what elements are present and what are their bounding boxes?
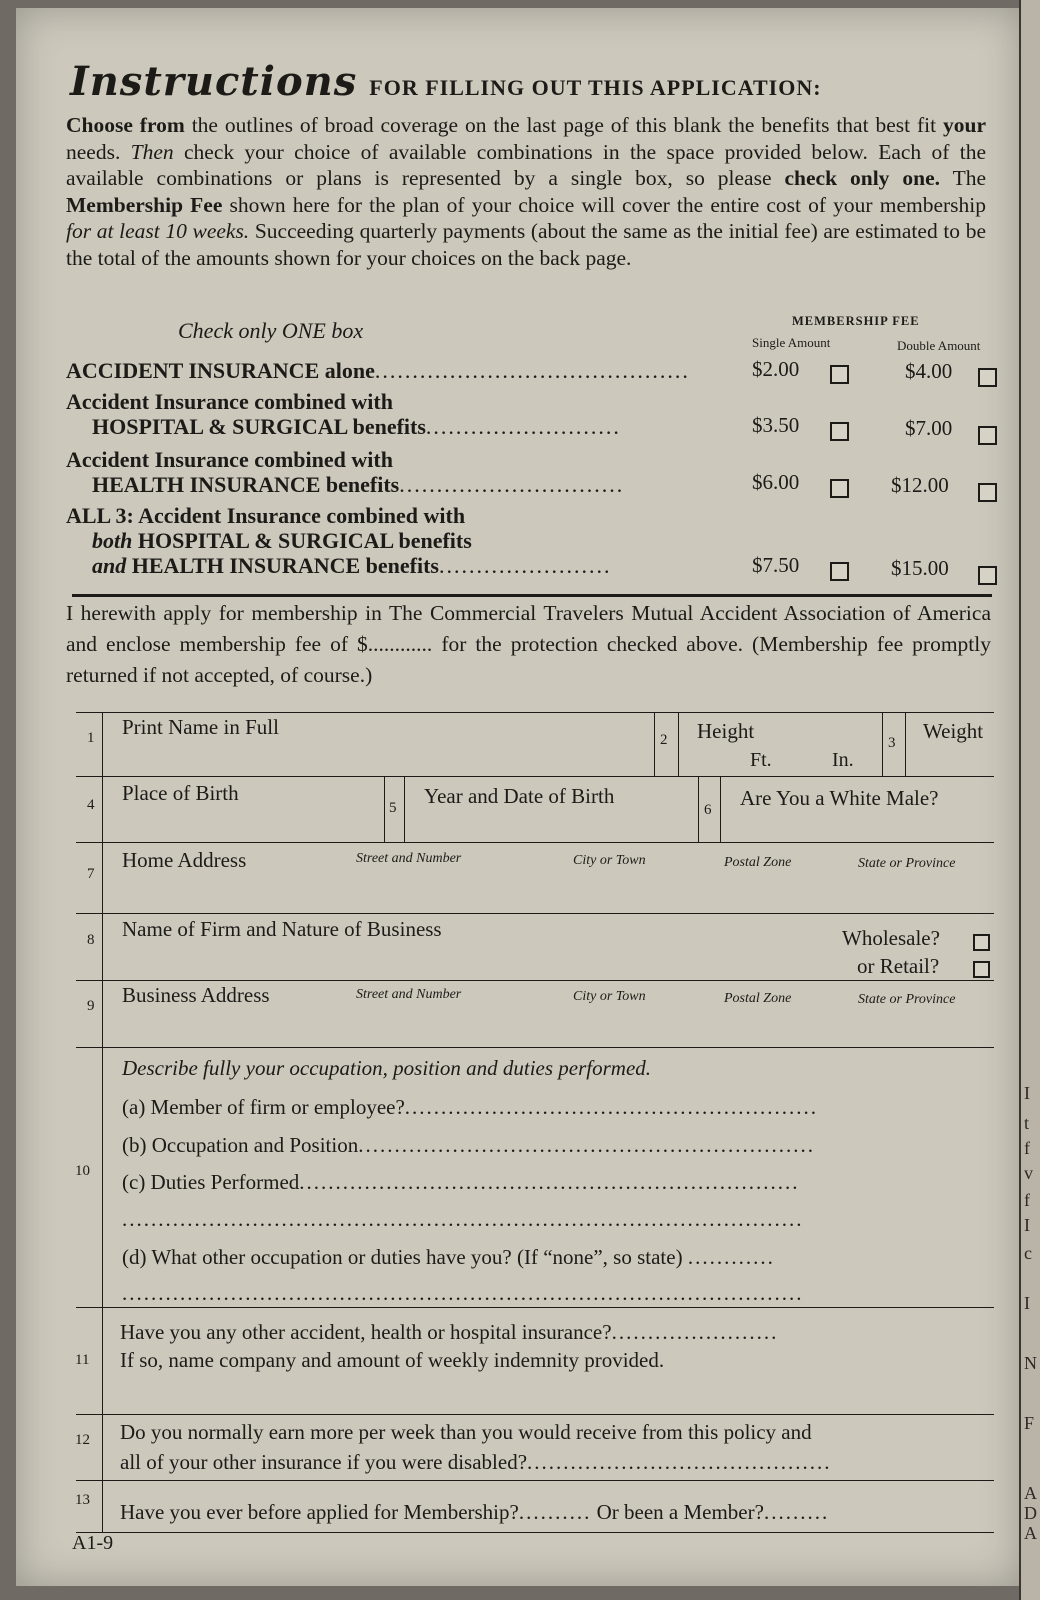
- duties-performed-field[interactable]: [356, 1174, 988, 1196]
- cell-divider: [654, 712, 655, 776]
- plan-label: HEALTH INSURANCE benefits: [92, 472, 400, 497]
- page-title: [70, 58, 990, 108]
- instructions-paragraph: [66, 112, 986, 271]
- weight-label: Weight: [923, 719, 984, 743]
- plan-3-double-checkbox[interactable]: [978, 483, 997, 502]
- field-number: 2: [660, 732, 668, 748]
- title-script: Instructions: [70, 58, 358, 105]
- cell-divider: [882, 712, 883, 776]
- occupation-intro: Describe fully your occupation, position and duties performed.: [122, 1056, 652, 1080]
- leader-dots: ..............................: [399, 472, 625, 497]
- edge-letter: F: [1024, 1413, 1035, 1433]
- row-line: [76, 980, 994, 981]
- field-number: 4: [87, 797, 95, 813]
- city-label: City or Town: [573, 989, 646, 1004]
- leader-dots: .......................: [439, 553, 612, 578]
- postal-zone-label: Postal Zone: [724, 855, 792, 870]
- row-line: [76, 712, 994, 713]
- edge-letter: I: [1024, 1083, 1030, 1103]
- question-text: (b) Occupation and Position: [122, 1133, 359, 1157]
- title-text: FOR FILLING OUT THIS APPLICATION:: [369, 75, 822, 100]
- double-fee: $4.00: [905, 359, 953, 383]
- question-text: Have you any other accident, health or hospital insurance?: [120, 1320, 612, 1344]
- plan-label: Accident Insurance combined with: [138, 503, 466, 528]
- edge-letter: f: [1024, 1190, 1030, 1210]
- plan-label: HOSPITAL & SURGICAL benefits: [137, 528, 472, 553]
- adjacent-page-edge: [1019, 0, 1040, 1600]
- question-text: Or been a Member?: [596, 1500, 764, 1524]
- row-line: [76, 913, 994, 914]
- single-fee: $2.00: [752, 357, 800, 381]
- instr-text: Succeeding quarterly payments (about the same as the initial fee) are estimated to be the total of the amounts shown for your choices on the back page.: [66, 219, 986, 270]
- white-male-question: Are You a White Male?: [740, 786, 939, 810]
- plan-2-double-checkbox[interactable]: [978, 426, 997, 445]
- instr-text: needs.: [66, 139, 121, 164]
- edge-letter: A: [1024, 1523, 1037, 1543]
- height-feet-label: Ft.: [750, 749, 772, 771]
- prior-member-field[interactable]: [920, 1506, 990, 1528]
- wholesale-label: Wholesale?: [842, 926, 940, 950]
- field-number: 12: [75, 1432, 90, 1448]
- city-label: City or Town: [573, 853, 646, 868]
- plan-3-single-checkbox[interactable]: [830, 479, 849, 498]
- edge-letter: D: [1024, 1503, 1037, 1523]
- field-number: 13: [75, 1492, 90, 1508]
- cell-divider: [384, 776, 385, 842]
- instr-text: The: [952, 166, 987, 190]
- earnings-answer-field[interactable]: [660, 1454, 988, 1476]
- field-number: 7: [87, 866, 95, 882]
- cell-divider: [678, 712, 679, 776]
- firm-business-field[interactable]: [122, 944, 822, 976]
- full-name-label: Print Name in Full: [122, 715, 279, 739]
- question-text: (a) Member of firm or employee?: [122, 1095, 405, 1119]
- retail-checkbox[interactable]: [973, 961, 990, 978]
- instr-bold: check only one.: [784, 166, 940, 190]
- place-of-birth-label: Place of Birth: [122, 781, 239, 805]
- double-fee: $7.00: [905, 416, 953, 440]
- postal-zone-label: Postal Zone: [724, 991, 792, 1006]
- edge-letter: A: [1024, 1483, 1037, 1503]
- edge-letter: v: [1024, 1163, 1033, 1183]
- home-address-field[interactable]: [122, 876, 988, 908]
- home-address-label: Home Address: [122, 848, 247, 872]
- double-fee: $15.00: [891, 556, 949, 580]
- cell-divider: [905, 712, 906, 776]
- instr-bold: Choose from: [66, 113, 185, 137]
- field-number: 9: [87, 998, 95, 1014]
- prior-application-question: Have you ever before applied for Membership?.......... Or been a Member?.........: [120, 1500, 830, 1524]
- single-fee: $7.50: [752, 553, 800, 577]
- field-number: 6: [704, 802, 712, 818]
- other-occupation-question: (d) What other occupation or duties have you? (If “none”, so state) ............: [122, 1245, 775, 1269]
- firm-business-label: Name of Firm and Nature of Business: [122, 917, 442, 941]
- retail-label: or Retail?: [857, 954, 940, 978]
- single-amount-label: Single Amount: [752, 335, 831, 350]
- cell-divider: [404, 776, 405, 842]
- other-insurance-field[interactable]: [120, 1378, 988, 1410]
- field-number: 5: [389, 800, 397, 816]
- leader-dots: ..........................: [425, 414, 621, 439]
- number-column-line: [102, 712, 103, 1532]
- double-amount-label: Double Amount: [897, 338, 981, 353]
- question-text: (c) Duties Performed: [122, 1170, 300, 1194]
- plan-label-italic: and: [92, 553, 127, 578]
- membership-fee-header: MEMBERSHIP FEE: [792, 314, 920, 328]
- field-number: 3: [888, 735, 896, 751]
- row-line: [76, 842, 994, 843]
- full-name-field[interactable]: [122, 742, 647, 772]
- row-line: [76, 776, 994, 777]
- state-label: State or Province: [858, 992, 956, 1007]
- other-insurance-followup: If so, name company and amount of weekly indemnity provided.: [120, 1348, 665, 1372]
- plan-label-italic: both: [92, 528, 133, 553]
- form-code: A1-9: [72, 1532, 114, 1554]
- leader-dots: ..........................................: [374, 358, 690, 383]
- plan-1-single-checkbox[interactable]: [830, 365, 849, 384]
- instr-text: the outlines of broad coverage on the last page of this blank the benefits that best fit: [191, 113, 937, 137]
- earnings-question: Do you normally earn more per week than you would receive from this policy and: [120, 1420, 812, 1444]
- white-male-field[interactable]: [726, 812, 988, 840]
- question-text: (d) What other occupation or duties have you? (If “none”, so state): [122, 1245, 683, 1269]
- edge-letter: I: [1024, 1293, 1030, 1313]
- field-number: 10: [75, 1163, 90, 1179]
- section-divider: [72, 594, 992, 597]
- place-of-birth-field[interactable]: [122, 808, 377, 838]
- state-label: State or Province: [858, 856, 956, 871]
- plan-label: Accident Insurance combined with: [66, 389, 393, 414]
- plan-label: HEALTH INSURANCE benefits: [131, 553, 439, 578]
- member-or-employee-question: (a) Member of firm or employee?.........................................................: [122, 1095, 819, 1119]
- field-number: 11: [75, 1352, 90, 1368]
- plan-2-single-checkbox[interactable]: [830, 422, 849, 441]
- duties-performed-question: (c) Duties Performed.....................................................................: [122, 1170, 800, 1194]
- weight-field[interactable]: [910, 745, 990, 773]
- plan-label: Accident Insurance combined with: [66, 447, 393, 472]
- check-only-one-label: Check only ONE box: [178, 318, 364, 343]
- wholesale-checkbox[interactable]: [973, 934, 990, 951]
- member-or-employee-field[interactable]: [498, 1100, 988, 1122]
- prior-application-field[interactable]: [620, 1506, 690, 1528]
- height-label: Height: [697, 719, 755, 743]
- row-line: [76, 1532, 994, 1533]
- date-of-birth-field[interactable]: [410, 810, 692, 840]
- plan-label: HOSPITAL & SURGICAL benefits: [92, 414, 426, 439]
- other-occupation-line[interactable]: ..............................................................................................: [122, 1281, 804, 1305]
- edge-letter: N: [1024, 1353, 1037, 1373]
- single-fee: $6.00: [752, 470, 800, 494]
- field-number: 1: [87, 730, 95, 746]
- edge-letter: c: [1024, 1243, 1032, 1263]
- duties-continuation-line[interactable]: ..............................................................................................: [122, 1207, 804, 1231]
- instr-italic: Then: [130, 139, 174, 164]
- row-line: [76, 1414, 994, 1415]
- row-line: [76, 1480, 994, 1481]
- plan-4-double-checkbox[interactable]: [978, 566, 997, 585]
- business-address-label: Business Address: [122, 983, 270, 1007]
- other-insurance-question: Have you any other accident, health or hospital insurance?.......................: [120, 1320, 779, 1344]
- question-text: Have you ever before applied for Membership?: [120, 1500, 519, 1524]
- street-label: Street and Number: [356, 851, 462, 866]
- edge-letter: t: [1024, 1113, 1030, 1133]
- row-line: [76, 1047, 994, 1048]
- row-line: [76, 1307, 994, 1308]
- instr-text: shown here for the plan of your choice will cover the entire cost of your membership: [229, 192, 987, 217]
- field-number: 8: [87, 932, 95, 948]
- instr-bold: your: [943, 113, 987, 137]
- cell-divider: [720, 776, 721, 842]
- cell-divider: [698, 776, 699, 842]
- date-of-birth-label: Year and Date of Birth: [424, 784, 615, 808]
- occupation-position-question: (b) Occupation and Position...............................................................: [122, 1133, 815, 1157]
- earnings-question-cont: all of your other insurance if you were disabled?..........................................: [120, 1450, 832, 1474]
- plan-label: ALL 3:: [66, 503, 134, 528]
- instr-text: check your choice of available combinations in the space provided below. Each of the available combinations or plans is represented by a single box, so please: [66, 139, 987, 190]
- business-address-field[interactable]: [122, 1010, 988, 1042]
- double-fee: $12.00: [891, 473, 949, 497]
- plan-4-single-checkbox[interactable]: [830, 562, 849, 581]
- height-inches-label: In.: [832, 749, 854, 771]
- instr-bold: Membership Fee: [66, 192, 223, 217]
- street-label: Street and Number: [356, 987, 462, 1002]
- plan-label: ACCIDENT INSURANCE alone: [66, 358, 375, 383]
- plan-1-double-checkbox[interactable]: [978, 368, 997, 387]
- instr-italic: for at least 10 weeks.: [66, 219, 250, 243]
- occupation-position-field[interactable]: [438, 1137, 988, 1159]
- single-fee: $3.50: [752, 413, 800, 437]
- edge-letter: f: [1024, 1138, 1030, 1158]
- edge-letter: I: [1024, 1215, 1030, 1235]
- question-text: all of your other insurance if you were disabled?: [120, 1450, 528, 1474]
- application-statement: I herewith apply for membership in The Commercial Travelers Mutual Accident Association of America and enclose membership fee of $............ for the protection checked above. (Membership fee promptly returned if not accepted, of course.): [66, 601, 991, 687]
